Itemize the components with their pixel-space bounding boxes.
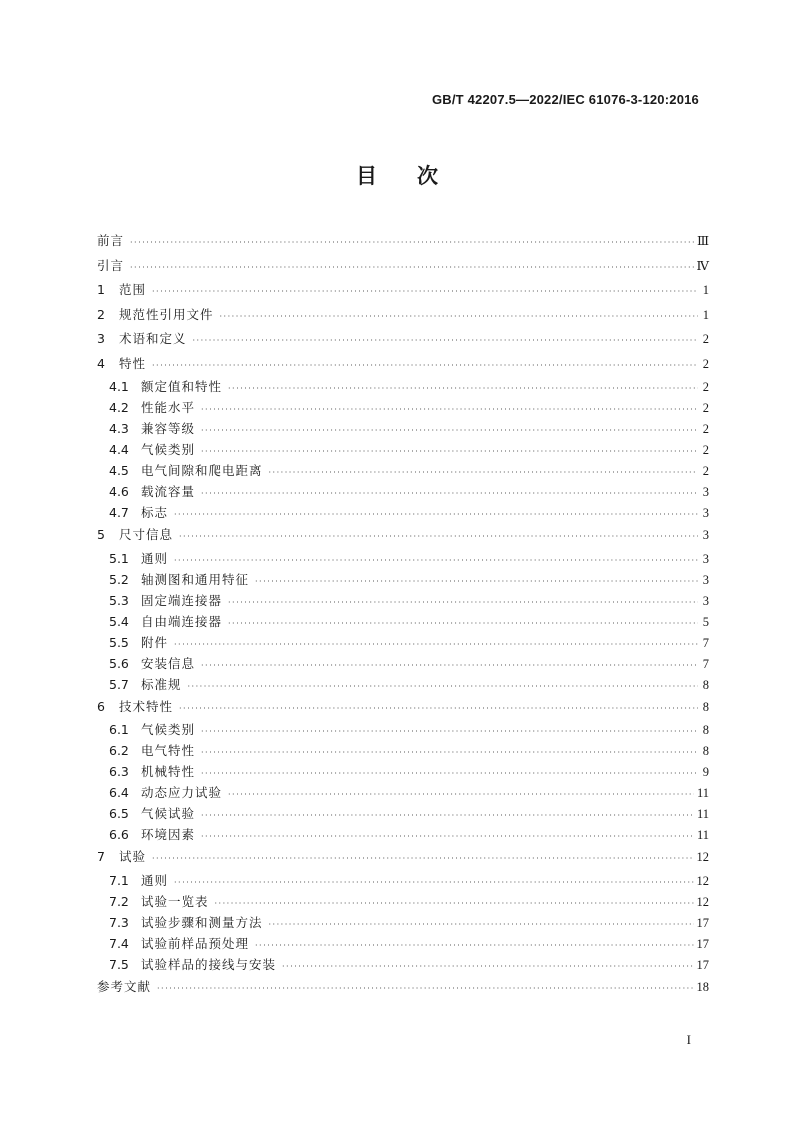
toc-entry-page: 1 [702,307,709,322]
toc-dot-leader [255,935,693,956]
toc-entry-label: 范围 [119,282,147,297]
toc-entry-page: 11 [696,828,709,842]
toc-entry[interactable] [97,653,709,674]
toc-entry-page: 1 [702,283,709,297]
toc-dot-leader [193,329,698,354]
toc-entry-label: 技术特性 [119,698,174,714]
toc-entry-number: 6.5 [109,806,129,821]
page-title [0,160,794,190]
toc-entry[interactable] [97,632,709,653]
toc-entry[interactable] [97,824,709,845]
toc-entry[interactable] [97,523,709,548]
toc-entry-label: 额定值和特性 [141,379,223,394]
toc-dot-leader [220,305,698,330]
toc-entry-page: 3 [702,528,709,542]
toc-dot-leader [174,872,693,893]
toc-entry-number: 4.3 [109,421,129,436]
toc-entry[interactable] [97,229,709,254]
toc-dot-leader [269,914,694,935]
toc-entry[interactable] [97,803,709,824]
toc-entry-number: 7.4 [109,935,129,951]
toc-entry[interactable] [97,674,709,695]
toc-entry-label: 轴测图和通用特征 [141,571,250,587]
toc-entry[interactable] [97,569,709,590]
toc-entry-page: 2 [702,401,709,415]
toc-entry-label: 标准规 [141,676,182,692]
toc-dot-leader [255,571,698,592]
toc-dot-leader [282,956,693,977]
toc-entry-number: 4.5 [109,463,129,478]
toc-entry-label: 特性 [119,355,147,371]
toc-entry-number: 5.7 [109,676,129,692]
toc-entry[interactable] [97,590,709,611]
toc-entry-number: 4.6 [109,484,129,499]
toc-entry-page: 8 [702,677,709,692]
toc-entry-page: 8 [702,744,709,758]
toc-entry-number: 2 [97,306,105,322]
toc-entry-page: 3 [702,572,709,587]
toc-entry-number: 6.3 [109,764,129,779]
toc-dot-leader [174,504,698,525]
toc-entry-page: 2 [702,380,709,394]
toc-entry[interactable] [97,254,709,279]
toc-entry-page: 2 [702,422,709,436]
toc-entry-number: 1 [97,282,105,297]
toc-entry[interactable] [97,327,709,352]
toc-dot-leader [228,613,698,634]
toc-entry-label: 标志 [141,505,169,520]
toc-entry-label: 载流容量 [141,484,196,499]
toc-entry-label: 环境因素 [141,827,196,842]
toc-entry-label: 自由端连接器 [141,613,223,629]
toc-entry-page: 18 [696,979,709,994]
toc-entry-page: 2 [702,332,709,346]
toc-dot-leader [152,354,698,379]
toc-entry-number: 6.2 [109,743,129,758]
toc-entry-label: 术语和定义 [119,331,187,346]
toc-entry[interactable] [97,695,709,720]
toc-entry-label: 电气特性 [141,743,196,758]
toc-entry-page: 2 [702,356,709,371]
toc-dot-leader [269,462,698,483]
toc-entry-number: 5.1 [109,550,129,566]
toc-entry-label: 动态应力试验 [141,785,223,800]
toc-entry-number: 5.6 [109,655,129,671]
toc-entry-page: 2 [702,443,709,457]
toc-entry[interactable] [97,439,709,460]
toc-dot-leader [157,977,693,1002]
toc-entry-page: 11 [696,807,709,821]
toc-dot-leader [179,525,698,550]
toc-entry[interactable] [97,611,709,632]
toc-entry-label: 通则 [141,872,169,888]
toc-dot-leader [228,592,698,613]
toc-entry-label: 试验前样品预处理 [141,935,250,951]
footer-page-number: I [686,1032,691,1047]
toc-dot-leader [130,256,693,281]
toc-entry[interactable] [97,548,709,569]
toc-entry-number: 6.6 [109,827,129,842]
toc-dot-leader [152,280,698,305]
toc-entry-label: 附件 [141,634,169,650]
toc-entry-label: 规范性引用文件 [119,306,214,322]
toc-entry-page: 3 [702,506,709,520]
toc-entry-label: 尺寸信息 [119,527,174,542]
title-part-2: 次 [417,164,438,188]
toc-entry-label: 气候试验 [141,806,196,821]
toc-entry-label: 引言 [97,257,125,273]
toc-entry[interactable] [97,740,709,761]
toc-entry-label: 试验一览表 [141,893,209,909]
toc-dot-leader [201,805,694,826]
toc-entry-number: 5.5 [109,634,129,650]
toc-dot-leader [215,893,694,914]
toc-entry-page: Ⅲ [696,234,709,248]
toc-entry-number: 7.3 [109,914,129,930]
toc-entry-page: 5 [702,614,709,629]
toc-entry[interactable] [97,891,709,912]
toc-entry-page: 7 [702,635,709,650]
toc-dot-leader [201,826,694,847]
toc-entry-page: 12 [696,873,709,888]
toc-entry-number: 6.4 [109,785,129,800]
toc-entry-label: 性能水平 [141,400,196,415]
toc-dot-leader [179,697,698,722]
toc-dot-leader [201,721,698,742]
toc-entry-label: 参考文献 [97,978,152,994]
toc-entry-page: Ⅳ [696,258,709,273]
standard-code: GB/T 42207.5—2022/IEC 61076-3-120:2016 [431,92,699,107]
toc-entry-label: 试验步骤和测量方法 [141,914,263,930]
toc-entry-page: 3 [702,551,709,566]
toc-entry-page: 12 [696,894,709,909]
toc-entry[interactable] [97,933,709,954]
toc-entry-number: 4.2 [109,400,129,415]
toc-entry-number: 4.7 [109,505,129,520]
toc-entry[interactable] [97,376,709,397]
toc-dot-leader [228,784,694,805]
toc-entry-label: 通则 [141,550,169,566]
table-of-contents [97,229,709,999]
toc-entry-number: 7.1 [109,872,129,888]
toc-dot-leader [228,378,698,399]
toc-entry-label: 电气间隙和爬电距离 [141,463,263,478]
toc-entry[interactable] [97,303,709,328]
toc-entry-page: 11 [696,786,709,800]
toc-entry-number: 7.2 [109,893,129,909]
toc-entry-page: 17 [696,915,709,930]
toc-entry-label: 兼容等级 [141,421,196,436]
toc-entry-number: 6.1 [109,722,129,737]
toc-dot-leader [188,676,698,697]
toc-entry-page: 3 [702,593,709,608]
toc-entry-number: 7.5 [109,956,129,972]
toc-entry-number: 4 [97,355,105,371]
toc-dot-leader [201,420,698,441]
toc-entry[interactable] [97,870,709,891]
toc-entry[interactable] [97,782,709,803]
toc-entry[interactable] [97,761,709,782]
toc-entry-page: 17 [696,957,709,972]
toc-entry-page: 2 [702,464,709,478]
toc-entry[interactable] [97,481,709,502]
toc-entry[interactable] [97,719,709,740]
toc-entry[interactable] [97,278,709,303]
toc-entry[interactable] [97,418,709,439]
toc-entry-page: 17 [696,936,709,951]
toc-dot-leader [201,655,698,676]
toc-entry[interactable] [97,975,709,1000]
toc-entry-number: 6 [97,698,105,714]
toc-entry-number: 5.4 [109,613,129,629]
toc-entry-label: 试验 [119,849,147,864]
toc-entry[interactable] [97,352,709,377]
toc-entry-page: 8 [702,699,709,714]
title-part-1: 目 [356,164,377,188]
toc-entry-page: 8 [702,723,709,737]
toc-entry-label: 前言 [97,233,125,248]
toc-entry-label: 机械特性 [141,764,196,779]
toc-entry-number: 5.3 [109,592,129,608]
toc-entry-page: 12 [696,850,709,864]
toc-dot-leader [130,231,694,256]
toc-entry-page: 9 [702,765,709,779]
toc-entry[interactable] [97,912,709,933]
toc-entry-label: 安装信息 [141,655,196,671]
toc-dot-leader [201,483,698,504]
toc-entry-page: 7 [702,656,709,671]
toc-entry-label: 试验样品的接线与安装 [141,956,277,972]
toc-entry-label: 固定端连接器 [141,592,223,608]
toc-entry-number: 7 [97,849,105,864]
toc-entry[interactable] [97,502,709,523]
toc-dot-leader [201,441,698,462]
toc-entry-number: 3 [97,331,105,346]
toc-entry-page: 3 [702,485,709,499]
toc-entry-number: 5 [97,527,105,542]
toc-entry-number: 5.2 [109,571,129,587]
toc-dot-leader [174,634,698,655]
toc-dot-leader [201,742,698,763]
toc-entry-number: 4.1 [109,379,129,394]
toc-entry[interactable] [97,397,709,418]
toc-dot-leader [201,399,698,420]
toc-entry-number: 4.4 [109,442,129,457]
toc-dot-leader [152,847,693,872]
toc-entry[interactable] [97,845,709,870]
toc-entry[interactable] [97,460,709,481]
toc-entry[interactable] [97,954,709,975]
toc-dot-leader [174,550,698,571]
toc-dot-leader [201,763,698,784]
toc-entry-label: 气候类别 [141,722,196,737]
toc-entry-label: 气候类别 [141,442,196,457]
